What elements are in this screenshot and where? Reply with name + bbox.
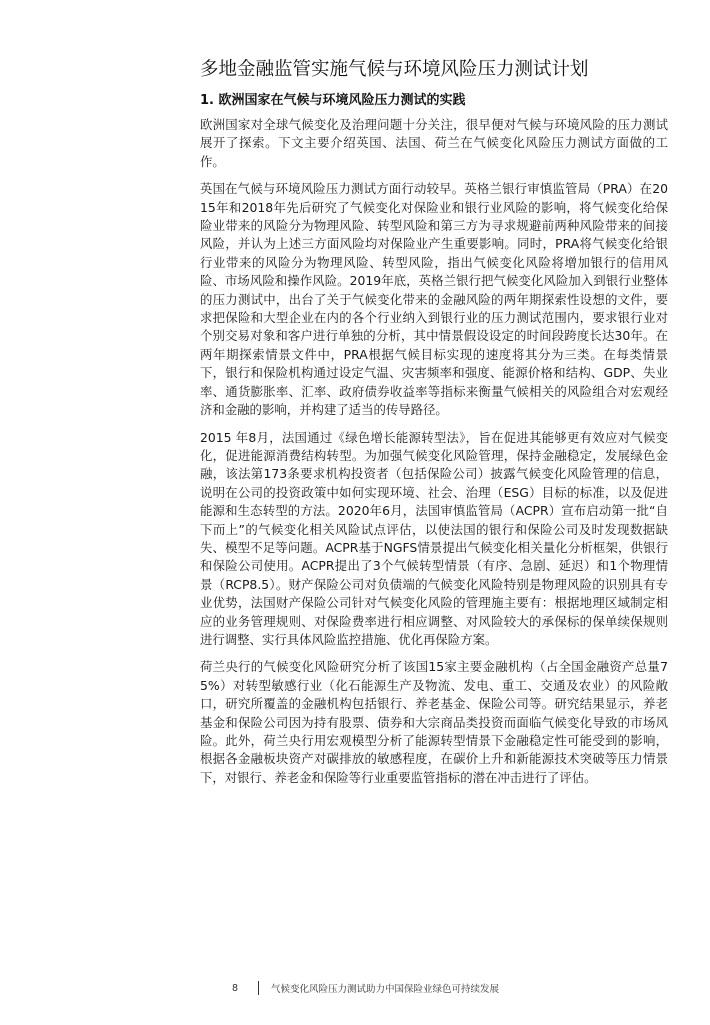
paragraph-intro: 欧洲国家对全球气候变化及治理问题十分关注，很早便对气候与环境风险的压力测试展开了探索。下文主要介绍英国、法国、荷兰在气候变化风险压力测试方面做的工作。: [200, 117, 668, 169]
page-footer: [232, 978, 499, 998]
footer-publication-title: 气候变化风险压力测试助力中国保险业绿色可持续发展: [271, 984, 500, 995]
page-number: 8: [232, 982, 239, 994]
section-heading: 1. 欧洲国家在气候与环境风险压力测试的实践: [200, 93, 466, 108]
paragraph-france: 2015 年8月，法国通过《绿色增长能源转型法》，旨在促进其能够更有效应对气候变化，促进能源消费结构转型。为加强气候变化风险管理，保持金融稳定，发展绿色金融，该法第173条要求机构投资者（包括保险公司）披露气候变化风险管理的信息，说明在公司的投资政策中如何实现环境、社会、治理（ESG）目标的标准，以及促进能源和生态转型的方法。2020年6月，法国审慎监管局（ACPR）宣布启动第一批“自下而上”的气候变化相关风险试点评估，以使法国的银行和保险公司及时发现数据缺失、模型不足等问题。ACPR基于NGFS情景提出气候变化相关量化分析框架，供银行和保险公司使用。ACPR提出了3个气候转型情景（有序、急剧、延迟）和1个物理情景（RCP8.5）。财产保险公司对负债端的气候变化风险特别是物理风险的识别具有专业优势，法国财产保险公司针对气候变化风险的管理施主要有：根据地理区域制定相应的业务管理规则、对保险费率进行相应调整、对风险较大的承保标的保单续保规则进行调整、实行具体风险监控措施、优化再保险方案。: [200, 429, 668, 647]
paragraph-uk: 英国在气候与环境风险压力测试方面行动较早。英格兰银行审慎监管局（PRA）在2015年和2018年先后研究了气候变化对保险业和银行业风险的影响，将气候变化给保险业带来的风险分为物理风险、转型风险和第三方为寻求规避前两种风险带来的间接风险，并认为上述三方面风险均对保险业产生重要影响。同时，PRA将气候变化给银行业带来的风险分为物理风险、转型风险，指出气候变化风险将增加银行的信用风险、市场风险和操作风险。2019年底，英格兰银行把气候变化风险加入到银行业整体的压力测试中，出台了关于气候变化带来的金融风险的两年期探索性设想的文件，要求把保险和大型企业在内的各个行业纳入到银行业的压力测试范围内，要求银行业对个别交易对象和客户进行单独的分析，其中情景假设设定的时间段跨度长达30年。在两年期探索情景文件中，PRA根据气候目标实现的速度将其分为三类。在每类情景下，银行和保险机构通过设定气温、灾害频率和强度、能源价格和结构、GDP、失业率、通货膨胀率、汇率、政府债券收益率等指标来衡量气候相关的风险组合对宏观经济和金融的影响，并构建了适当的传导路径。: [200, 181, 668, 418]
paragraph-netherlands: 荷兰央行的气候变化风险研究分析了该国15家主要金融机构（占全国金融资产总量75%）对转型敏感行业（化石能源生产及物流、发电、重工、交通及农业）的风险敞口，研究所覆盖的金融机构包括银行、养老基金、保险公司等。研究结果显示，养老基金和保险公司因为持有股票、债券和大宗商品类投资而面临气候变化导致的市场风险。此外，荷兰央行用宏观模型分析了能源转型情景下金融稳定性可能受到的影响，根据各金融板块资产对碳排放的敏感程度，在碳价上升和新能源技术突破等压力情景下，对银行、养老金和保险等行业重要监管指标的潜在冲击进行了评估。: [200, 659, 668, 785]
body-text: [200, 116, 668, 796]
footer-divider: [258, 981, 259, 995]
page-title: 多地金融监管实施气候与环境风险压力测试计划: [200, 59, 589, 80]
